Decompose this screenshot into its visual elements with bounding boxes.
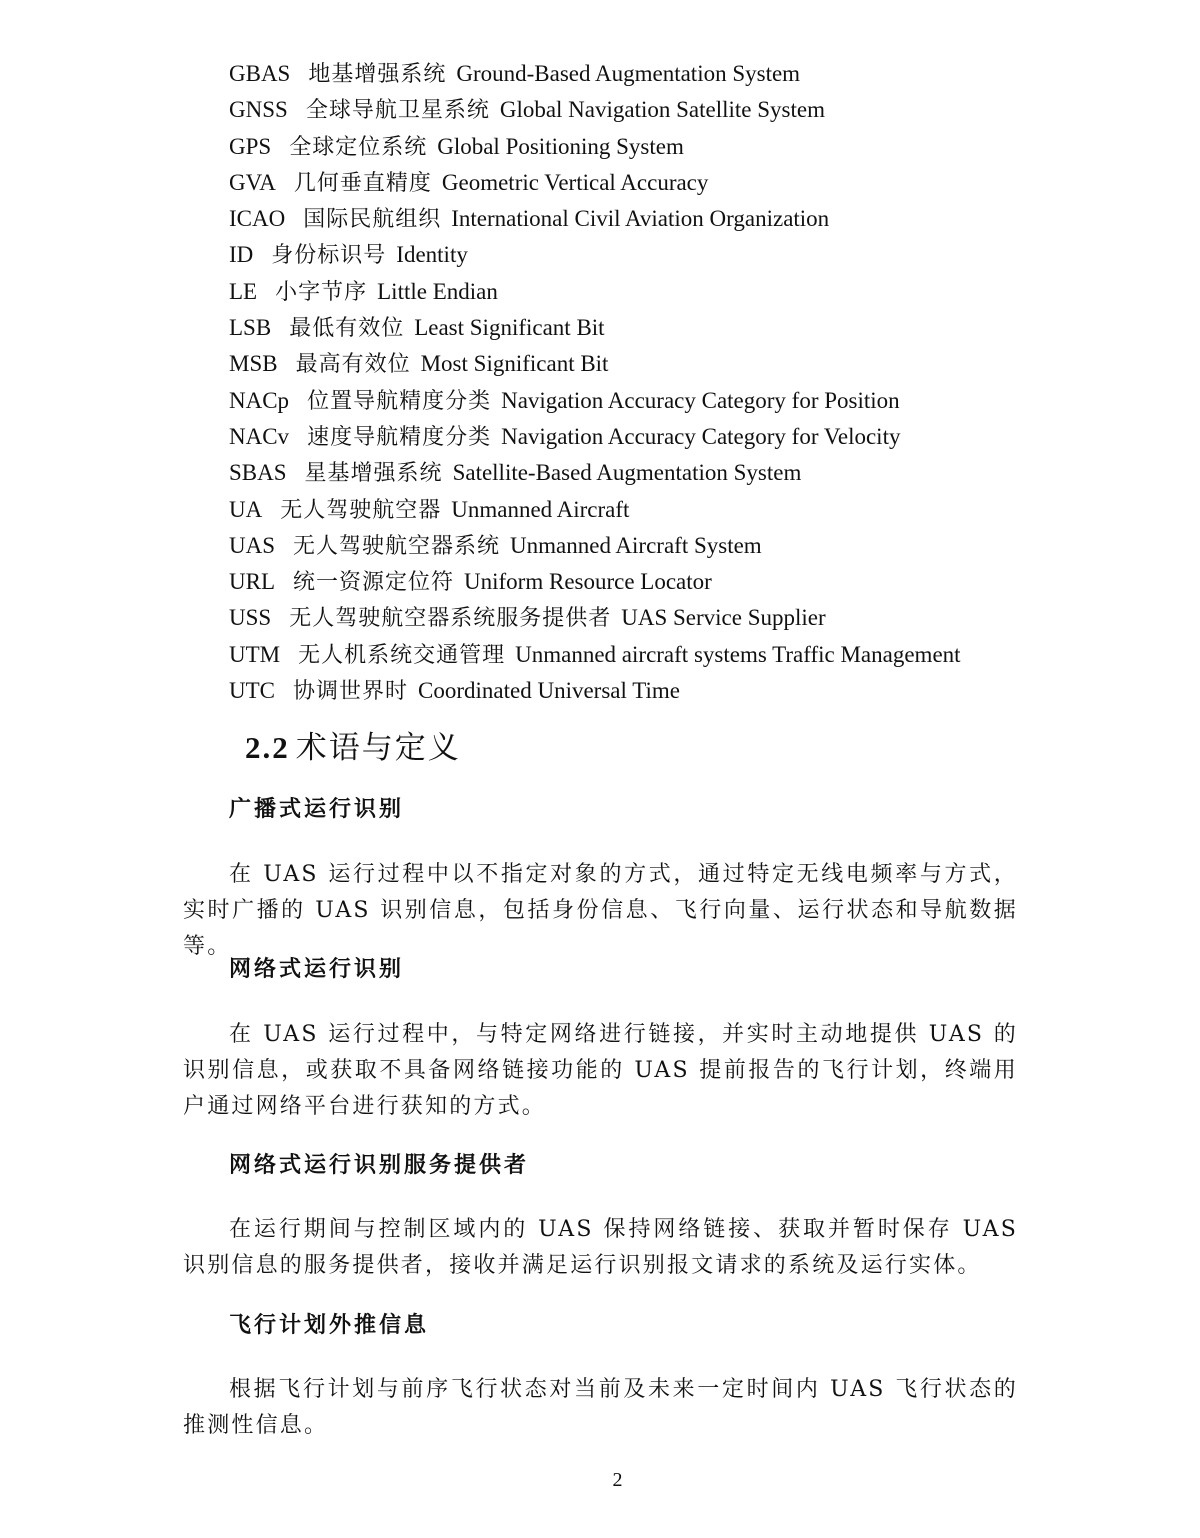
term-title: 飞行计划外推信息 (229, 1312, 430, 1338)
abbreviation-code: UTM (229, 641, 281, 667)
abbreviation-english: Coordinated Universal Time (418, 678, 680, 704)
abbreviation-english: Navigation Accuracy Category for Velocity (501, 423, 901, 449)
abbreviation-code: GPS (229, 133, 272, 159)
abbreviation-row (229, 129, 1049, 165)
abbreviation-english: Identity (396, 242, 468, 268)
abbreviation-chinese: 无人驾驶航空器 (280, 497, 442, 523)
abbreviation-row (229, 56, 1049, 92)
abbreviation-english: Unmanned Aircraft System (510, 532, 762, 558)
abbreviation-english: Navigation Accuracy Category for Position (501, 387, 900, 413)
abbreviation-row (229, 637, 1049, 673)
abbreviation-chinese: 位置导航精度分类 (307, 388, 492, 414)
abbreviation-english: Unmanned aircraft systems Traffic Management (515, 641, 961, 667)
abbreviation-row (229, 528, 1049, 564)
abbreviation-code: USS (229, 605, 272, 631)
abbreviation-code: ID (229, 242, 254, 268)
abbreviation-row (229, 492, 1049, 528)
abbreviation-chinese: 身份标识号 (271, 243, 387, 269)
abbreviation-english: Ground-Based Augmentation System (456, 61, 801, 86)
abbreviation-chinese: 国际民航组织 (303, 207, 442, 233)
abbreviation-english: Uniform Resource Locator (464, 569, 712, 595)
term-title: 网络式运行识别服务提供者 (229, 1152, 530, 1178)
abbreviation-row (229, 274, 1049, 310)
abbreviation-row (229, 201, 1049, 237)
abbreviation-code: UA (229, 496, 263, 522)
abbreviation-english: Little Endian (377, 278, 498, 304)
abbreviation-code: MSB (229, 351, 278, 377)
abbreviation-code: UAS (229, 532, 276, 558)
term-definition: 在 UAS 运行过程中以不指定对象的方式，通过特定无线电频率与方式，实时广播的 UAS 识别信息，包括身份信息、飞行向量、运行状态和导航数据等。 (183, 862, 1018, 959)
abbreviation-row (229, 92, 1049, 128)
term-title: 网络式运行识别 (229, 956, 405, 982)
abbreviation-chinese: 全球定位系统 (289, 134, 428, 160)
abbreviation-row (229, 237, 1049, 273)
abbreviation-chinese: 星基增强系统 (304, 461, 443, 487)
abbreviation-code: GBAS (229, 61, 291, 86)
abbreviation-row (229, 564, 1049, 600)
abbreviation-chinese: 全球导航卫星系统 (305, 98, 490, 124)
abbreviation-code: UTC (229, 678, 275, 704)
abbreviation-english: Unmanned Aircraft (451, 496, 630, 522)
abbreviation-english: Least Significant Bit (414, 315, 605, 341)
abbreviation-code: LSB (229, 315, 272, 341)
abbreviation-chinese: 最高有效位 (295, 352, 411, 378)
abbreviation-english: Satellite-Based Augmentation System (452, 460, 802, 486)
abbreviation-chinese: 速度导航精度分类 (307, 424, 492, 450)
abbreviation-english: Most Significant Bit (420, 351, 609, 377)
term-definition: 在 UAS 运行过程中，与特定网络进行链接，并实时主动地提供 UAS 的识别信息，或获取不具备网络链接功能的 UAS 提前报告的飞行计划，终端用户通过网络平台进行获知的方式。 (183, 1022, 1018, 1119)
abbreviation-english: Global Navigation Satellite System (499, 97, 825, 123)
abbreviation-chinese: 无人机系统交通管理 (298, 642, 506, 668)
abbreviation-chinese: 统一资源定位符 (293, 570, 455, 596)
section-title: 术语与定义 (295, 730, 461, 766)
abbreviation-row (229, 165, 1049, 201)
abbreviation-code: GVA (229, 169, 276, 195)
abbreviation-code: SBAS (229, 460, 287, 486)
abbreviation-chinese: 无人驾驶航空器系统服务提供者 (289, 606, 612, 632)
abbreviation-row (229, 600, 1049, 636)
abbreviation-code: ICAO (229, 206, 286, 232)
abbreviation-english: UAS Service Supplier (621, 605, 826, 631)
abbreviation-code: NACv (229, 423, 290, 449)
term-title: 广播式运行识别 (229, 796, 405, 822)
abbreviation-code: GNSS (229, 97, 288, 123)
abbreviation-code: URL (229, 569, 275, 595)
term-definition: 根据飞行计划与前序飞行状态对当前及未来一定时间内 UAS 飞行状态的推测性信息。 (183, 1377, 1018, 1438)
abbreviation-row (229, 455, 1049, 491)
abbreviation-chinese: 最低有效位 (289, 316, 405, 342)
abbreviation-row (229, 673, 1049, 709)
abbreviation-row (229, 346, 1049, 382)
page-number: 2 (612, 1469, 623, 1491)
section-number: 2.2 (245, 730, 290, 765)
abbreviation-row (229, 310, 1049, 346)
abbreviation-code: NACp (229, 387, 290, 413)
term-definition: 在运行期间与控制区域内的 UAS 保持网络链接、获取并暂时保存 UAS 识别信息的服务提供者，接收并满足运行识别报文请求的系统及运行实体。 (183, 1217, 1018, 1278)
abbreviation-list (229, 56, 1049, 709)
abbreviation-english: International Civil Aviation Organization (451, 206, 830, 232)
abbreviation-row (229, 419, 1049, 455)
abbreviation-english: Geometric Vertical Accuracy (441, 169, 709, 195)
abbreviation-row (229, 383, 1049, 419)
abbreviation-chinese: 小字节序 (275, 279, 368, 305)
abbreviation-chinese: 无人驾驶航空器系统 (293, 533, 501, 559)
section-heading (245, 724, 461, 772)
abbreviation-chinese: 协调世界时 (293, 679, 409, 705)
abbreviation-chinese: 几何垂直精度 (293, 170, 432, 196)
abbreviation-english: Global Positioning System (437, 133, 684, 159)
abbreviation-code: LE (229, 278, 258, 304)
abbreviation-chinese: 地基增强系统 (308, 62, 447, 87)
